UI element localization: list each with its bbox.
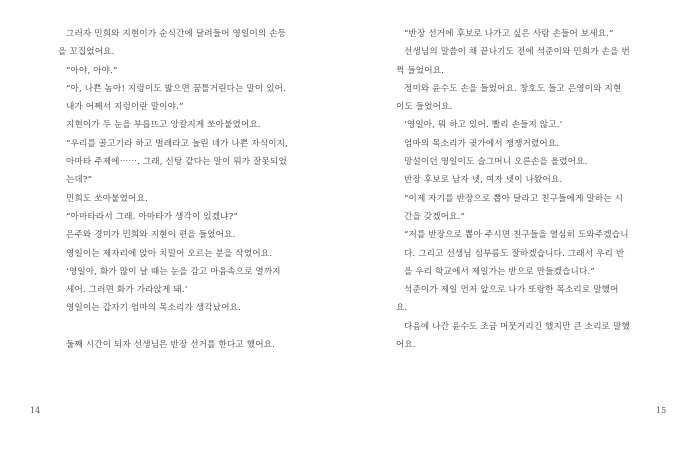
text-line: 을 꼬집었어요. — [58, 47, 115, 58]
text-line: 요. — [396, 303, 408, 314]
text-line: 다. 그리고 선생님 심부름도 잘하겠습니다. 그래서 우리 반 — [404, 248, 625, 259]
text-line: 망설이던 영일이도 슬그머니 오른손을 올렸어요. — [404, 157, 588, 168]
text-line: 간을 갖겠어요.” — [404, 211, 466, 222]
text-line: 엄마의 목소리가 귓가에서 쟁쟁거렸어요. — [404, 138, 560, 149]
text-line: “우리를 골고기라 하고 벌레라고 놀린 네가 나쁜 자식이지, — [66, 138, 288, 149]
text-line: 이도 들었어요. — [396, 102, 453, 113]
text-line: 지현이가 두 눈을 부릅뜨고 앙칼지게 쏘아붙였어요. — [66, 120, 261, 131]
text-line: 선생님의 말씀이 채 끝나기도 전에 석준이와 민희가 손을 번 — [404, 47, 630, 58]
page-number-right: 15 — [656, 406, 667, 415]
text-line: 반장 후보로 남자 넷, 여자 넷이 나왔어요. — [404, 175, 563, 186]
right-page — [350, 0, 700, 452]
text-line: 세어. 그러면 화가 가라앉게 돼.’ — [66, 285, 188, 296]
right-page-text — [396, 25, 650, 354]
text-line: “저를 반장으로 뽑아 주시면 친구들을 열심히 도와주겠습니 — [404, 230, 629, 241]
text-line: 내가 어째서 지렁이란 말이야.” — [66, 102, 184, 113]
text-line: 쩍 들었어요. — [396, 65, 445, 76]
text-line: “아야, 아야.” — [66, 65, 118, 76]
text-line: “아, 나쁜 놈아! 지렁이도 밟으면 꿈틀거린다는 말이 있어. — [66, 83, 287, 94]
text-line: 석준이가 제일 먼저 앞으로 나가 또랑한 목소리로 말했어 — [404, 285, 619, 296]
text-line: 은주와 경미가 민희와 지현이 편을 들었어요. — [66, 230, 236, 241]
text-line: 어요. — [396, 340, 416, 351]
text-line: 영일이는 갑자기 엄마의 목소리가 생각났어요. — [66, 303, 241, 314]
left-page-text — [58, 25, 310, 354]
text-line: “아마타라서 그래. 아마타가 생각이 있겠냐?” — [66, 211, 238, 222]
text-line: 민희도 쏘아붙였어요. — [66, 193, 148, 204]
text-line: “반장 선거에 후보로 나가고 싶은 사람 손들어 보세요.” — [404, 29, 614, 39]
text-line: 정미와 윤수도 손을 들었어요. 창호도 들고 은영이와 지현 — [404, 83, 622, 94]
text-line — [58, 318, 310, 336]
text-line: 둘째 시간이 되자 선생님은 반장 선거를 한다고 했어요. — [66, 340, 275, 351]
text-line: 을 우리 학교에서 제일가는 반으로 만들겠습니다.” — [404, 266, 595, 277]
text-line: 다음에 나간 윤수도 조금 머뭇거리긴 했지만 큰 소리로 말했 — [404, 321, 630, 332]
text-line: 아마타 주제에⋯⋯. 그래, 신탕 같다는 말이 뭐가 잘못되었 — [66, 157, 287, 168]
text-line: 는데?” — [66, 175, 93, 186]
text-line: “이제 자기를 반장으로 뽑아 달라고 친구들에게 말하는 시 — [404, 193, 624, 204]
text-line: ‘영일아, 뭐 하고 있어. 빨리 손들지 않고.’ — [404, 120, 563, 131]
text-line: ‘영일아, 화가 많이 날 때는 눈을 감고 마음속으로 열까지 — [66, 266, 281, 277]
page-number-left: 14 — [30, 406, 41, 415]
text-line: 그러자 민희와 지현이가 순식간에 달려들어 영일이의 손등 — [66, 29, 287, 39]
text-line: 영일이는 제자리에 앉아 치밀어 오르는 분을 삭였어요. — [66, 248, 273, 259]
